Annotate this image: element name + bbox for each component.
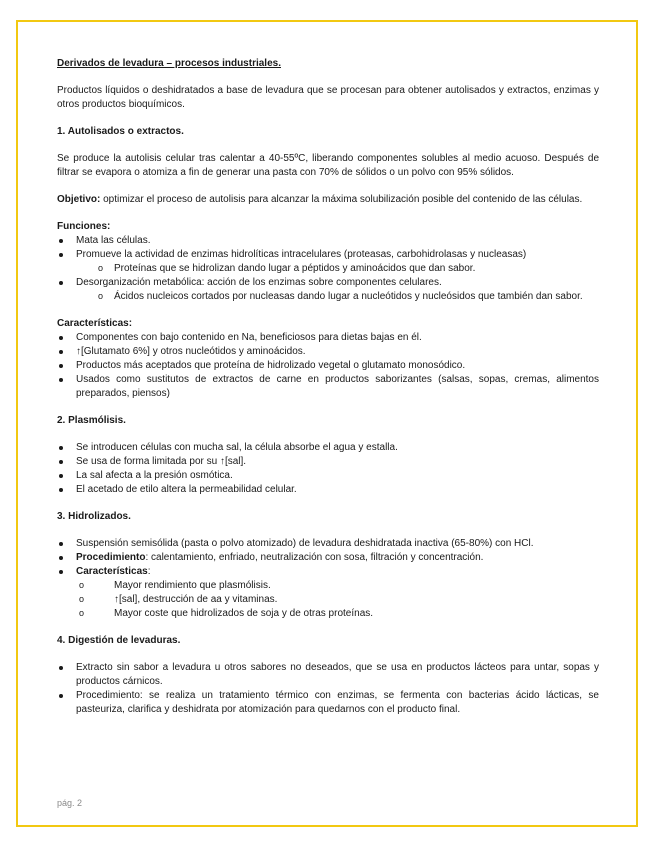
list-item: Desorganización metabólica: acción de los enzimas sobre componentes celulares. [57,276,599,290]
sub-list-item [57,607,599,621]
list-item: Productos más aceptados que proteína de hidrolizado vegetal o glutamato monosódico. [57,359,599,373]
section-1-heading: 1. Autolisados o extractos. [57,126,184,137]
sub-list-item [57,579,599,593]
list-item: El acetado de etilo altera la permeabilidad celular. [57,483,599,497]
colon: : [147,566,151,577]
plasmolisis-list [57,441,599,497]
document-title: Derivados de levadura – procesos industriales. [57,58,281,69]
list-item: ↑[Glutamato 6%] y otros nucleótidos y aminoácidos. [57,345,599,359]
objetivo-label: Objetivo: [57,194,101,205]
sub-list-item: o Proteínas que se hidrolizan dando lugar a péptidos y aminoácidos que dan sabor. [57,262,599,276]
hidrolizados-list [57,537,599,621]
list-item [57,565,599,579]
sub-item-text: ↑[sal], destrucción de aa y vitaminas. [114,594,278,605]
sub-item-text: Mayor coste que hidrolizados de soja y de otras proteínas. [114,608,374,619]
section-1-paragraph: Se produce la autolisis celular tras calentar a 40-55ºC, liberando componentes solubles al medio acuoso. Después de filtrar se evapora o atomiza a fin de generar una pasta con 70% de sólidos o un polvo con 95% sólidos. [57,153,599,178]
digestion-list [57,661,599,717]
list-item: Suspensión semisólida (pasta o polvo atomizado) de levadura deshidratada inactiva (65-80%) con HCl. [57,537,599,551]
list-item: Usados como sustitutos de extractos de carne en productos saborizantes (salsas, sopas, cremas, alimentos preparados, piensos) [57,373,599,401]
sub-list-item [57,593,599,607]
sub-list-item: o Ácidos nucleicos cortados por nucleasas dando lugar a nucleótidos y nucleósidos que también dan sabor. [57,290,599,304]
funciones-list [57,234,599,304]
objetivo-paragraph [57,193,599,207]
caracteristicas-label-3: Características [76,566,148,577]
section-3-heading: 3. Hidrolizados. [57,511,131,522]
sub-item-text: Mayor rendimiento que plasmólisis. [114,580,271,591]
objetivo-text: optimizar el proceso de autolisis para alcanzar la máxima solubilización posible del contenido de las células. [100,194,583,205]
list-item: La sal afecta a la presión osmótica. [57,469,599,483]
list-item: Promueve la actividad de enzimas hidrolíticas intracelulares (proteasas, carbohidrolasas y nucleasas) [57,248,599,262]
page-number: pág. 2 [57,798,83,808]
funciones-label: Funciones: [57,221,111,232]
list-item: Procedimiento: se realiza un tratamiento térmico con enzimas, se fermenta con bacterias ácido lácticas, se pasteuriza, clarifica y deshidrata por atomización para quedarnos con el producto final. [57,689,599,717]
list-item: Componentes con bajo contenido en Na, beneficiosos para dietas bajas en él. [57,331,599,345]
procedimiento-label: Procedimiento [76,552,146,563]
section-2-heading: 2. Plasmólisis. [57,415,126,426]
procedimiento-text: : calentamiento, enfriado, neutralización con sosa, filtración y concentración. [145,552,484,563]
list-item: Extracto sin sabor a levadura u otros sabores no deseados, que se usa en productos lácteos para untar, sopas y productos cárnicos. [57,661,599,689]
caracteristicas-list [57,331,599,401]
list-item [57,551,599,565]
document-body [57,57,599,717]
list-item: Mata las células. [57,234,599,248]
intro-paragraph: Productos líquidos o deshidratados a base de levadura que se procesan para obtener autolisados y extractos, enzimas y otros productos bioquímicos. [57,85,599,110]
list-item: Se introducen células con mucha sal, la célula absorbe el agua y estalla. [57,441,599,455]
caracteristicas-label: Características: [57,318,133,329]
section-4-heading: 4. Digestión de levaduras. [57,635,181,646]
list-item: Se usa de forma limitada por su ↑[sal]. [57,455,599,469]
